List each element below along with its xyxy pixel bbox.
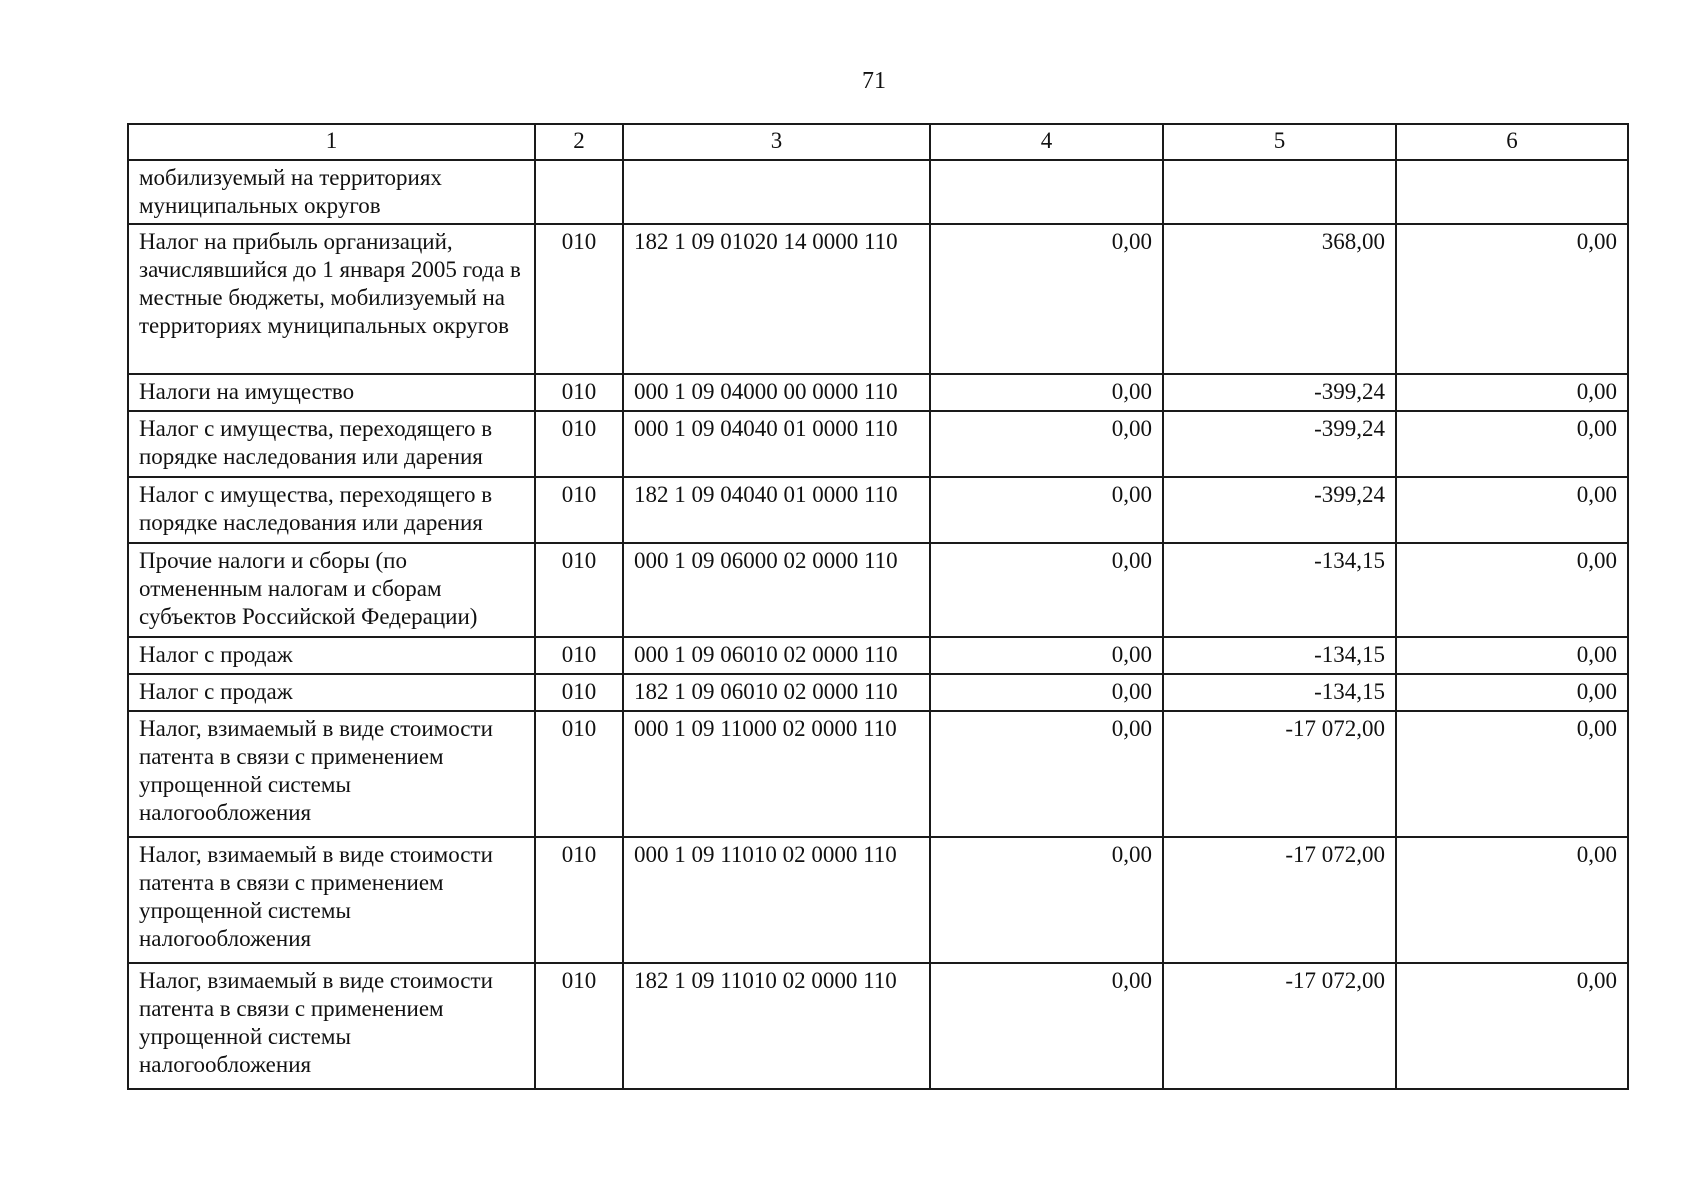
value-column-6: 0,00 bbox=[1396, 963, 1628, 1089]
income-name: Налог, взимаемый в виде стоимости патента в связи с применением упрощенной системы налогообложения bbox=[128, 711, 535, 837]
header-row bbox=[128, 124, 1628, 160]
value-column-5: -399,24 bbox=[1163, 477, 1396, 543]
value-column-5: -134,15 bbox=[1163, 637, 1396, 674]
income-name: Налог с имущества, переходящего в порядке наследования или дарения bbox=[128, 411, 535, 477]
value-column-6: 0,00 bbox=[1396, 637, 1628, 674]
table-row bbox=[128, 674, 1628, 711]
budget-classification-code: 000 1 09 06000 02 0000 110 bbox=[623, 543, 930, 637]
budget-classification-code bbox=[623, 160, 930, 224]
value-column-4: 0,00 bbox=[930, 674, 1163, 711]
table-header bbox=[128, 124, 1628, 160]
table-row bbox=[128, 637, 1628, 674]
table-row bbox=[128, 374, 1628, 411]
value-column-6: 0,00 bbox=[1396, 543, 1628, 637]
table-row bbox=[128, 837, 1628, 963]
column-header-1: 1 bbox=[128, 124, 535, 160]
line-code: 010 bbox=[535, 963, 623, 1089]
line-code bbox=[535, 160, 623, 224]
line-code: 010 bbox=[535, 477, 623, 543]
value-column-4: 0,00 bbox=[930, 637, 1163, 674]
income-name: Налог на прибыль организаций, зачислявшийся до 1 января 2005 года в местные бюджеты, мобилизуемый на территориях муниципальных округов bbox=[128, 224, 535, 374]
line-code: 010 bbox=[535, 411, 623, 477]
income-name: Налог, взимаемый в виде стоимости патента в связи с применением упрощенной системы налогообложения bbox=[128, 963, 535, 1089]
line-code: 010 bbox=[535, 637, 623, 674]
income-name: Налог, взимаемый в виде стоимости патента в связи с применением упрощенной системы налогообложения bbox=[128, 837, 535, 963]
value-column-4: 0,00 bbox=[930, 543, 1163, 637]
line-code: 010 bbox=[535, 674, 623, 711]
value-column-4: 0,00 bbox=[930, 963, 1163, 1089]
income-name: Налоги на имущество bbox=[128, 374, 535, 411]
value-column-6: 0,00 bbox=[1396, 711, 1628, 837]
line-code: 010 bbox=[535, 837, 623, 963]
budget-classification-code: 000 1 09 11010 02 0000 110 bbox=[623, 837, 930, 963]
value-column-6 bbox=[1396, 160, 1628, 224]
value-column-5: -134,15 bbox=[1163, 674, 1396, 711]
line-code: 010 bbox=[535, 543, 623, 637]
value-column-5 bbox=[1163, 160, 1396, 224]
table-row bbox=[128, 411, 1628, 477]
budget-classification-code: 000 1 09 11000 02 0000 110 bbox=[623, 711, 930, 837]
value-column-4: 0,00 bbox=[930, 837, 1163, 963]
value-column-6: 0,00 bbox=[1396, 224, 1628, 374]
value-column-5: -399,24 bbox=[1163, 374, 1396, 411]
value-column-6: 0,00 bbox=[1396, 477, 1628, 543]
value-column-4: 0,00 bbox=[930, 374, 1163, 411]
column-header-6: 6 bbox=[1396, 124, 1628, 160]
income-name: Прочие налоги и сборы (по отмененным налогам и сборам субъектов Российской Федерации) bbox=[128, 543, 535, 637]
budget-classification-code: 000 1 09 04000 00 0000 110 bbox=[623, 374, 930, 411]
value-column-4: 0,00 bbox=[930, 711, 1163, 837]
table-row bbox=[128, 224, 1628, 374]
value-column-5: -399,24 bbox=[1163, 411, 1396, 477]
income-name: Налог с продаж bbox=[128, 637, 535, 674]
value-column-5: -134,15 bbox=[1163, 543, 1396, 637]
table-row bbox=[128, 711, 1628, 837]
column-header-3: 3 bbox=[623, 124, 930, 160]
value-column-4 bbox=[930, 160, 1163, 224]
income-name: Налог с продаж bbox=[128, 674, 535, 711]
value-column-4: 0,00 bbox=[930, 224, 1163, 374]
table-row bbox=[128, 160, 1628, 224]
value-column-5: 368,00 bbox=[1163, 224, 1396, 374]
table-row bbox=[128, 543, 1628, 637]
line-code: 010 bbox=[535, 374, 623, 411]
value-column-4: 0,00 bbox=[930, 477, 1163, 543]
value-column-5: -17 072,00 bbox=[1163, 963, 1396, 1089]
column-header-4: 4 bbox=[930, 124, 1163, 160]
budget-classification-code: 182 1 09 01020 14 0000 110 bbox=[623, 224, 930, 374]
value-column-5: -17 072,00 bbox=[1163, 711, 1396, 837]
budget-classification-code: 182 1 09 04040 01 0000 110 bbox=[623, 477, 930, 543]
budget-classification-code: 000 1 09 04040 01 0000 110 bbox=[623, 411, 930, 477]
value-column-5: -17 072,00 bbox=[1163, 837, 1396, 963]
budget-classification-code: 182 1 09 06010 02 0000 110 bbox=[623, 674, 930, 711]
line-code: 010 bbox=[535, 711, 623, 837]
value-column-6: 0,00 bbox=[1396, 674, 1628, 711]
line-code: 010 bbox=[535, 224, 623, 374]
page-number: 71 bbox=[862, 68, 886, 94]
value-column-6: 0,00 bbox=[1396, 411, 1628, 477]
column-header-2: 2 bbox=[535, 124, 623, 160]
budget-table bbox=[127, 123, 1629, 1090]
column-header-5: 5 bbox=[1163, 124, 1396, 160]
value-column-4: 0,00 bbox=[930, 411, 1163, 477]
income-name: Налог с имущества, переходящего в порядке наследования или дарения bbox=[128, 477, 535, 543]
budget-classification-code: 000 1 09 06010 02 0000 110 bbox=[623, 637, 930, 674]
table-body bbox=[128, 160, 1628, 1089]
table-row bbox=[128, 963, 1628, 1089]
budget-classification-code: 182 1 09 11010 02 0000 110 bbox=[623, 963, 930, 1089]
income-name: мобилизуемый на территориях муниципальных округов bbox=[128, 160, 535, 224]
value-column-6: 0,00 bbox=[1396, 374, 1628, 411]
table-row bbox=[128, 477, 1628, 543]
value-column-6: 0,00 bbox=[1396, 837, 1628, 963]
